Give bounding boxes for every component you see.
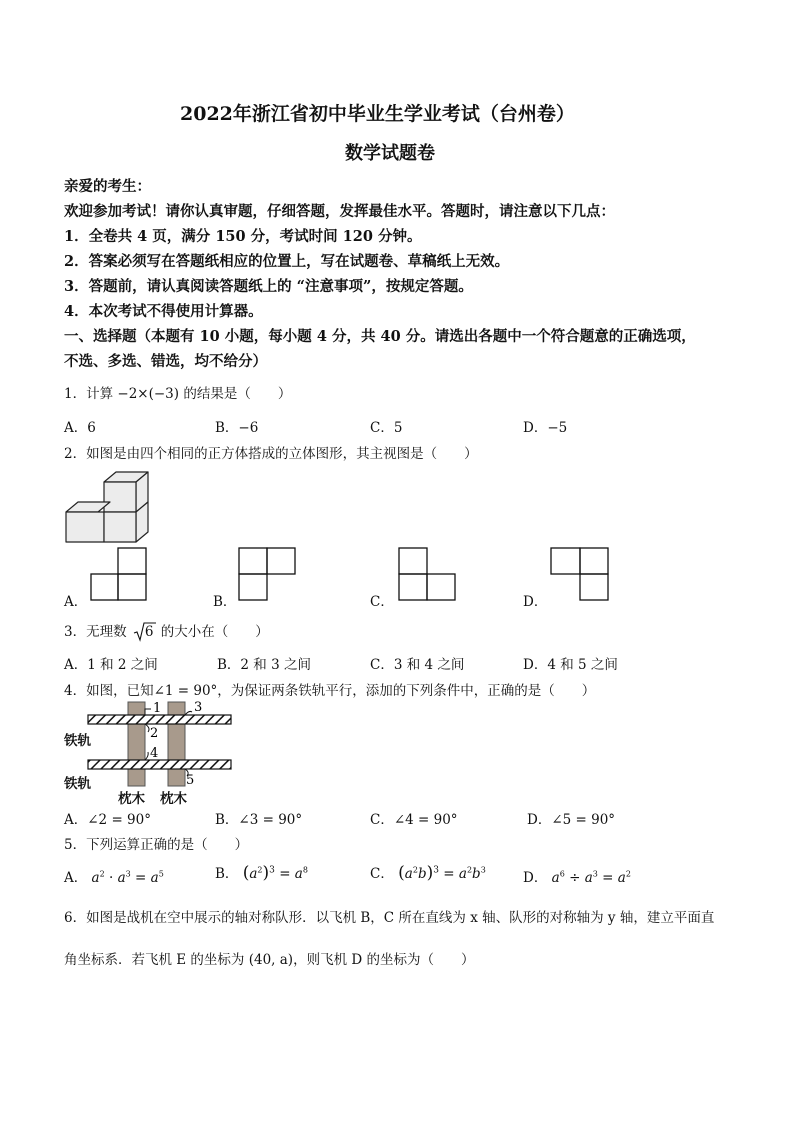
rule-3: 3．答题前，请认真阅读答题纸上的 “注意事项”，按规定答题。 [64, 278, 473, 295]
q2-label-c: C． [370, 594, 394, 610]
rule-1: 1．全卷共 4 页，满分 150 分，考试时间 120 分钟。 [64, 228, 422, 245]
q2-option-c-figure [398, 547, 458, 603]
q3-option-a: A．1 和 2 之间 [64, 657, 158, 673]
q5-option-a: A． $a^2 \cdot a^3 = a^5$ [64, 869, 164, 886]
q3-stem [64, 620, 269, 640]
angle-label-3: 3 [194, 700, 203, 715]
q2-stem: 2．如图是由四个相同的正方体搭成的立体图形，其主视图是（ ） [64, 446, 478, 462]
section-heading-line1: 一、选择题（本题有 10 小题，每小题 4 分，共 40 分。请选出各题中一个符合题意的正确选项， [64, 328, 696, 345]
q2-label-d: D． [523, 594, 548, 610]
q2-label-a: A． [64, 594, 88, 610]
q3-option-b: B．2 和 3 之间 [217, 657, 311, 673]
q2-option-d-figure [550, 547, 610, 603]
q1-option-a: A．6 [64, 420, 96, 436]
radical-sign-icon [134, 622, 156, 642]
section-heading-line2: 不选、多选、错选，均不给分） [64, 353, 267, 370]
greeting: 亲爱的考生： [64, 178, 151, 195]
rule-4: 4．本次考试不得使用计算器。 [64, 303, 263, 320]
angle-label-1: 1 [153, 701, 162, 716]
q3-option-c: C．3 和 4 之间 [370, 657, 465, 673]
welcome-text: 欢迎参加考试！请你认真审题，仔细答题，发挥最佳水平。答题时，请注意以下几点： [64, 203, 615, 220]
sleeper-label-right: 枕木 [160, 791, 187, 807]
q5-option-b: B． $(a^2)^3 = a^8$ [215, 863, 308, 883]
rail-top [88, 715, 231, 724]
q3-stem-pre: 3．无理数 [64, 624, 127, 640]
q1-option-c: C．5 [370, 420, 403, 436]
q5-option-c: C． $(a^2b)^3 = a^2b^3$ [370, 863, 486, 883]
q5-option-d: D． $a^6 \div a^3 = a^2$ [523, 869, 631, 886]
q6-line2: 角坐标系．若飞机 E 的坐标为 (40, a)，则飞机 D 的坐标为（ ） [64, 952, 475, 968]
sleeper-label-left: 枕木 [118, 791, 145, 807]
q4-option-a: A．∠2 = 90° [64, 812, 151, 828]
q2-cube-figure [60, 470, 160, 545]
exam-subtitle: 数学试题卷 [345, 143, 435, 164]
rail-bottom [88, 760, 231, 769]
rule-2: 2．答案必须写在答题纸相应的位置上，写在试题卷、草稿纸上无效。 [64, 253, 510, 270]
q3-sqrt [134, 624, 154, 640]
q1-option-d: D．−5 [523, 420, 568, 436]
angle-label-5: 5 [186, 773, 195, 788]
q3-radicand: 6 [144, 624, 154, 640]
q6-line1: 6．如图是战机在空中展示的轴对称队形．以飞机 B，C 所在直线为 x 轴、队形的对称轴为 y 轴，建立平面直 [64, 910, 715, 926]
q2-label-b: B． [213, 594, 237, 610]
angle-label-4: 4 [150, 746, 159, 761]
q1-option-b: B．−6 [215, 420, 259, 436]
angle-label-2: 2 [150, 726, 159, 741]
exam-title: 2022年浙江省初中毕业生学业考试（台州卷） [180, 103, 575, 125]
q4-option-d: D．∠5 = 90° [527, 812, 616, 828]
q4-stem: 4．如图，已知∠1 = 90°，为保证两条铁轨平行，添加的下列条件中，正确的是（ ） [64, 683, 596, 699]
q2-option-b-figure [238, 547, 298, 603]
q4-option-b: B．∠3 = 90° [215, 812, 303, 828]
rail-label-top: 铁轨 [64, 733, 91, 749]
q5-stem: 5．下列运算正确的是（ ） [64, 837, 249, 853]
q4-option-c: C．∠4 = 90° [370, 812, 458, 828]
rail-label-bottom: 铁轨 [64, 776, 91, 792]
q1-stem: 1．计算 −2×(−3) 的结果是（ ） [64, 386, 292, 402]
q3-stem-post: 的大小在（ ） [160, 624, 269, 640]
q3-option-d: D．4 和 5 之间 [523, 657, 618, 673]
q2-option-a-figure [90, 547, 150, 603]
